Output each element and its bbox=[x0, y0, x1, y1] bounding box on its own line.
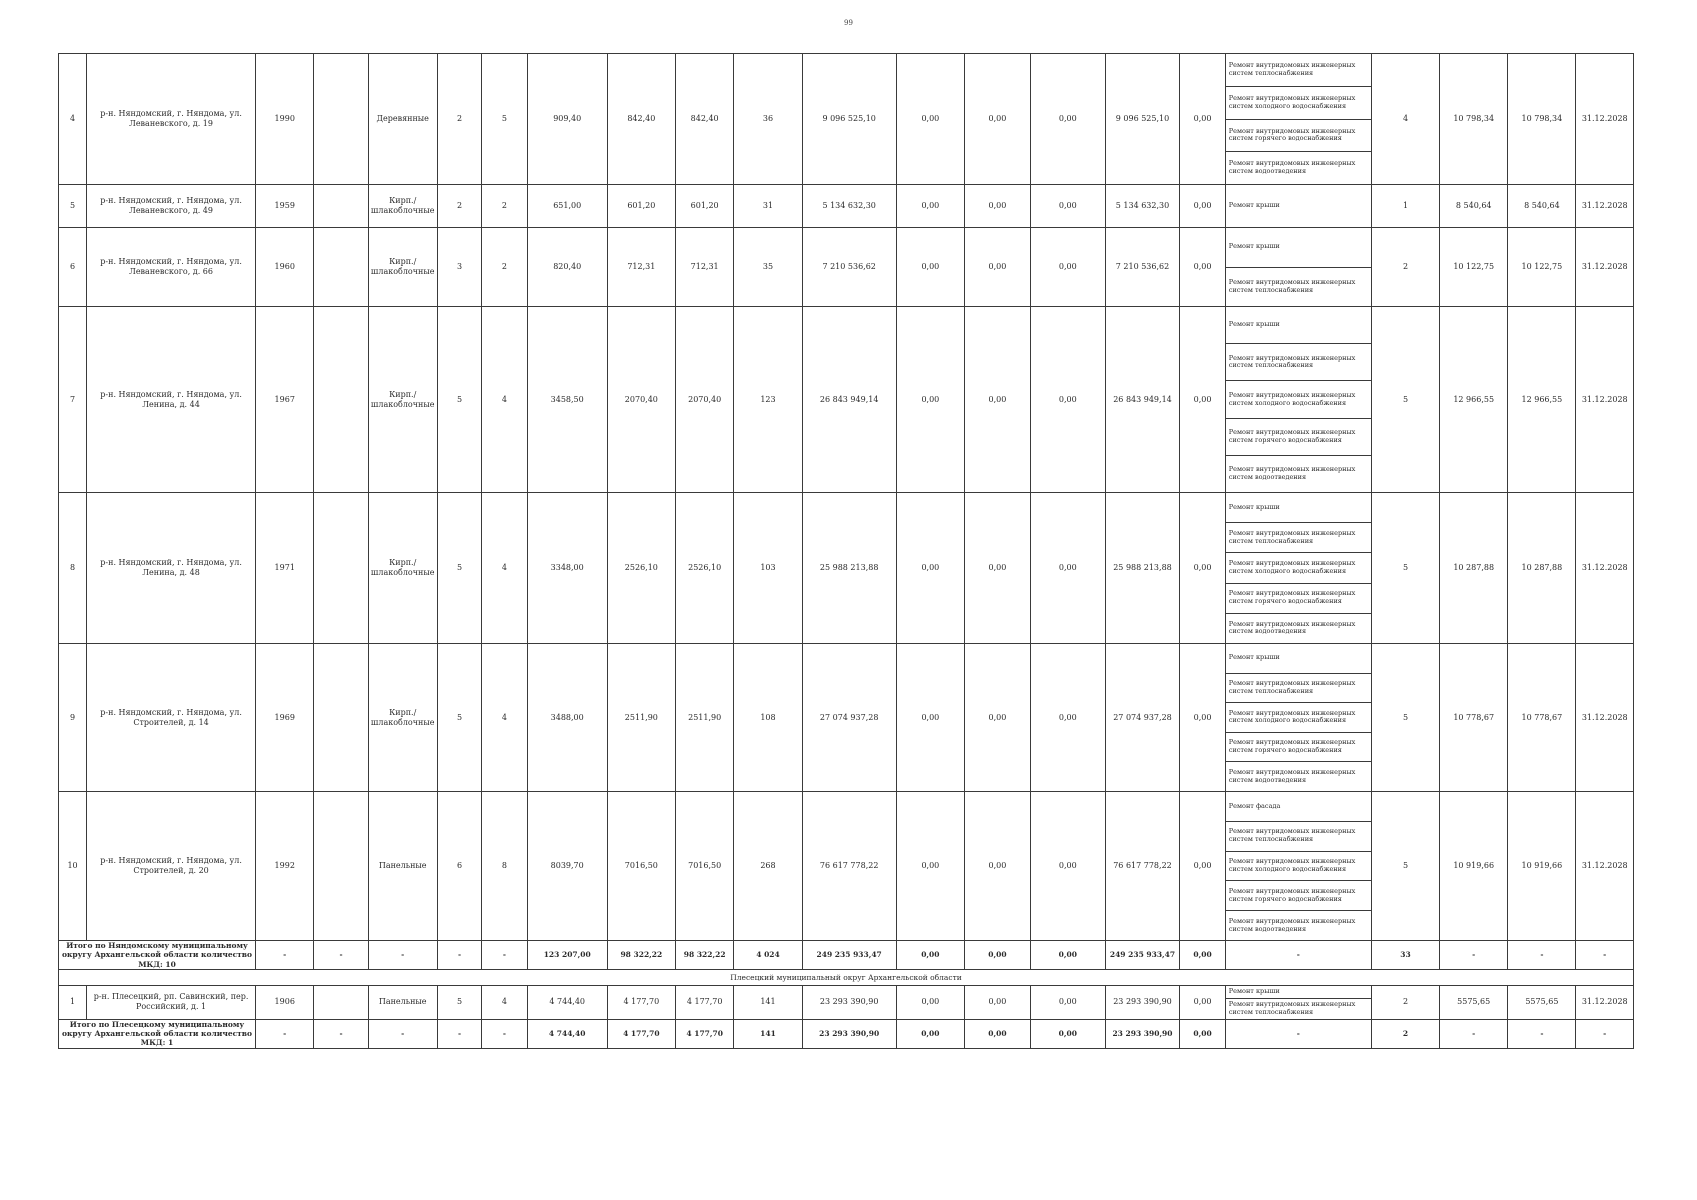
cell-floors: 5 bbox=[437, 493, 481, 644]
cell-f4: 26 843 949,14 bbox=[1105, 307, 1180, 493]
cell-address: р-н. Няндомский, г. Няндома, ул. Ленина, д. 48 bbox=[87, 493, 256, 644]
cell-total-area: 4 744,40 bbox=[527, 986, 607, 1019]
cell-dash: - bbox=[1440, 941, 1508, 970]
cell-f2: 0,00 bbox=[964, 941, 1030, 970]
cell-area1: 7016,50 bbox=[607, 792, 675, 941]
cell-unit1: 8 540,64 bbox=[1440, 185, 1508, 228]
work-item: Ремонт внутридомовых инженерных систем холодного водоснабжения bbox=[1226, 381, 1371, 418]
cell-dash: - bbox=[1225, 1019, 1371, 1048]
cell-dash: - bbox=[482, 941, 527, 970]
work-item: Ремонт крыши bbox=[1226, 228, 1371, 268]
cell-area1: 98 322,22 bbox=[607, 941, 675, 970]
works-cell bbox=[1225, 644, 1371, 792]
cell-works-count: 5 bbox=[1371, 493, 1439, 644]
cell-area1: 4 177,70 bbox=[607, 986, 675, 1019]
cell-f4: 25 988 213,88 bbox=[1105, 493, 1180, 644]
cell-date: 31.12.2028 bbox=[1576, 185, 1634, 228]
cell-empty bbox=[314, 493, 368, 644]
cell-f5: 0,00 bbox=[1180, 228, 1225, 307]
cell-dash: - bbox=[437, 941, 481, 970]
works-cell bbox=[1225, 493, 1371, 644]
cell-area1: 712,31 bbox=[607, 228, 675, 307]
cell-cost: 27 074 937,28 bbox=[802, 644, 896, 792]
cell-cost: 7 210 536,62 bbox=[802, 228, 896, 307]
work-item: Ремонт крыши bbox=[1226, 986, 1371, 999]
work-item: Ремонт внутридомовых инженерных систем теплоснабжения bbox=[1226, 822, 1371, 852]
cell-year: 1969 bbox=[256, 644, 314, 792]
cell-entrances: 4 bbox=[482, 644, 527, 792]
work-item: Ремонт внутридомовых инженерных систем горячего водоснабжения bbox=[1226, 584, 1371, 614]
work-item: Ремонт внутридомовых инженерных систем теплоснабжения bbox=[1226, 674, 1371, 704]
cell-empty bbox=[314, 228, 368, 307]
cell-f4: 7 210 536,62 bbox=[1105, 228, 1180, 307]
works-list bbox=[1226, 228, 1371, 306]
housing-register-table bbox=[58, 53, 1634, 1049]
cell-empty bbox=[314, 792, 368, 941]
table-body bbox=[59, 54, 1634, 1049]
cell-total-area: 820,40 bbox=[527, 228, 607, 307]
cell-f5: 0,00 bbox=[1180, 792, 1225, 941]
cell-works-count: 2 bbox=[1371, 1019, 1439, 1048]
cell-area1: 2070,40 bbox=[607, 307, 675, 493]
cell-empty bbox=[314, 986, 368, 1019]
cell-works-count: 4 bbox=[1371, 54, 1439, 185]
work-item: Ремонт крыши bbox=[1228, 201, 1280, 210]
works-list bbox=[1226, 644, 1371, 791]
cell-entrances: 4 bbox=[482, 986, 527, 1019]
cell-dash: - bbox=[1508, 1019, 1576, 1048]
cell-total-area: 909,40 bbox=[527, 54, 607, 185]
cell-cost: 25 988 213,88 bbox=[802, 493, 896, 644]
cell-entrances: 4 bbox=[482, 307, 527, 493]
cell-residents: 31 bbox=[734, 185, 802, 228]
cell-wall: Кирп./ шлакоблочные bbox=[368, 493, 437, 644]
cell-date: 31.12.2028 bbox=[1576, 307, 1634, 493]
cell-year: 1906 bbox=[256, 986, 314, 1019]
cell-f3: 0,00 bbox=[1030, 986, 1105, 1019]
cell-f5: 0,00 bbox=[1180, 185, 1225, 228]
cell-f4: 23 293 390,90 bbox=[1105, 986, 1180, 1019]
cell-wall: Кирп./ шлакоблочные bbox=[368, 644, 437, 792]
cell-date: 31.12.2028 bbox=[1576, 54, 1634, 185]
cell-address: р-н. Няндомский, г. Няндома, ул. Леваневского, д. 19 bbox=[87, 54, 256, 185]
cell-f5: 0,00 bbox=[1180, 1019, 1225, 1048]
cell-total-area: 3488,00 bbox=[527, 644, 607, 792]
cell-unit2: 10 778,67 bbox=[1508, 644, 1576, 792]
cell-residents: 108 bbox=[734, 644, 802, 792]
cell-date: 31.12.2028 bbox=[1576, 792, 1634, 941]
work-item: Ремонт внутридомовых инженерных систем теплоснабжения bbox=[1226, 523, 1371, 553]
cell-unit1: 12 966,55 bbox=[1440, 307, 1508, 493]
cell-address: р-н. Няндомский, г. Няндома, ул. Строителей, д. 20 bbox=[87, 792, 256, 941]
work-item: Ремонт внутридомовых инженерных систем теплоснабжения bbox=[1226, 344, 1371, 381]
cell-residents: 103 bbox=[734, 493, 802, 644]
cell-f1: 0,00 bbox=[896, 986, 964, 1019]
works-list bbox=[1226, 986, 1371, 1018]
cell-f3: 0,00 bbox=[1030, 54, 1105, 185]
cell-residents: 35 bbox=[734, 228, 802, 307]
cell-area1: 4 177,70 bbox=[607, 1019, 675, 1048]
cell-residents: 141 bbox=[734, 986, 802, 1019]
cell-year: 1959 bbox=[256, 185, 314, 228]
works-cell bbox=[1225, 307, 1371, 493]
cell-f3: 0,00 bbox=[1030, 1019, 1105, 1048]
cell-cost: 249 235 933,47 bbox=[802, 941, 896, 970]
works-cell bbox=[1225, 792, 1371, 941]
cell-dash: - bbox=[256, 941, 314, 970]
work-item: Ремонт внутридомовых инженерных систем теплоснабжения bbox=[1228, 999, 1356, 1016]
cell-area2: 4 177,70 bbox=[675, 1019, 733, 1048]
cell-n: 6 bbox=[59, 228, 87, 307]
cell-f4: 249 235 933,47 bbox=[1105, 941, 1180, 970]
cell-works-count: 33 bbox=[1371, 941, 1439, 970]
cell-dash: - bbox=[314, 941, 368, 970]
cell-entrances: 4 bbox=[482, 493, 527, 644]
work-item: Ремонт внутридомовых инженерных систем горячего водоснабжения bbox=[1226, 733, 1371, 763]
cell-n: 10 bbox=[59, 792, 87, 941]
cell-cost: 26 843 949,14 bbox=[802, 307, 896, 493]
cell-f4: 23 293 390,90 bbox=[1105, 1019, 1180, 1048]
cell-floors: 2 bbox=[437, 54, 481, 185]
cell-n: 9 bbox=[59, 644, 87, 792]
work-item: Ремонт крыши bbox=[1226, 307, 1371, 344]
total-label: Итого по Плесецкому муниципальному округу Архангельской области количество МКД: 1 bbox=[59, 1019, 256, 1048]
cell-residents: 4 024 bbox=[734, 941, 802, 970]
cell-area1: 2526,10 bbox=[607, 493, 675, 644]
cell-f3: 0,00 bbox=[1030, 307, 1105, 493]
cell-floors: 5 bbox=[437, 986, 481, 1019]
cell-n: 1 bbox=[59, 986, 87, 1019]
table-row bbox=[59, 307, 1634, 493]
cell-works-count: 5 bbox=[1371, 792, 1439, 941]
cell-total-area: 4 744,40 bbox=[527, 1019, 607, 1048]
cell-area2: 842,40 bbox=[675, 54, 733, 185]
cell-address: р-н. Няндомский, г. Няндома, ул. Строителей, д. 14 bbox=[87, 644, 256, 792]
cell-works-count: 1 bbox=[1371, 185, 1439, 228]
cell-address: р-н. Няндомский, г. Няндома, ул. Ленина, д. 44 bbox=[87, 307, 256, 493]
table-row bbox=[59, 54, 1634, 185]
cell-cost: 9 096 525,10 bbox=[802, 54, 896, 185]
cell-dash: - bbox=[1508, 941, 1576, 970]
cell-area1: 842,40 bbox=[607, 54, 675, 185]
cell-area2: 601,20 bbox=[675, 185, 733, 228]
cell-floors: 2 bbox=[437, 185, 481, 228]
cell-area2: 712,31 bbox=[675, 228, 733, 307]
cell-empty bbox=[314, 185, 368, 228]
cell-works-count: 5 bbox=[1371, 644, 1439, 792]
cell-date: 31.12.2028 bbox=[1576, 986, 1634, 1019]
cell-total-area: 8039,70 bbox=[527, 792, 607, 941]
cell-f2: 0,00 bbox=[964, 1019, 1030, 1048]
cell-address: р-н. Плесецкий, рп. Савинский, пер. Российский, д. 1 bbox=[87, 986, 256, 1019]
cell-unit2: 8 540,64 bbox=[1508, 185, 1576, 228]
cell-dash: - bbox=[368, 1019, 437, 1048]
cell-f1: 0,00 bbox=[896, 307, 964, 493]
cell-unit1: 5575,65 bbox=[1440, 986, 1508, 1019]
cell-f1: 0,00 bbox=[896, 228, 964, 307]
cell-f1: 0,00 bbox=[896, 941, 964, 970]
cell-f3: 0,00 bbox=[1030, 493, 1105, 644]
cell-residents: 36 bbox=[734, 54, 802, 185]
cell-unit2: 10 919,66 bbox=[1508, 792, 1576, 941]
cell-n: 5 bbox=[59, 185, 87, 228]
cell-date: 31.12.2028 bbox=[1576, 228, 1634, 307]
cell-f3: 0,00 bbox=[1030, 228, 1105, 307]
works-cell bbox=[1225, 986, 1371, 1019]
table-row bbox=[59, 792, 1634, 941]
cell-works-count: 2 bbox=[1371, 986, 1439, 1019]
work-item: Ремонт внутридомовых инженерных систем теплоснабжения bbox=[1228, 277, 1356, 294]
cell-entrances: 5 bbox=[482, 54, 527, 185]
works-list bbox=[1226, 307, 1371, 492]
cell-residents: 268 bbox=[734, 792, 802, 941]
cell-entrances: 8 bbox=[482, 792, 527, 941]
cell-address: р-н. Няндомский, г. Няндома, ул. Леваневского, д. 49 bbox=[87, 185, 256, 228]
cell-f5: 0,00 bbox=[1180, 307, 1225, 493]
cell-f5: 0,00 bbox=[1180, 644, 1225, 792]
cell-empty bbox=[314, 54, 368, 185]
works-cell bbox=[1225, 185, 1371, 228]
cell-f4: 5 134 632,30 bbox=[1105, 185, 1180, 228]
cell-unit1: 10 798,34 bbox=[1440, 54, 1508, 185]
section-header-row bbox=[59, 970, 1634, 986]
cell-f1: 0,00 bbox=[896, 54, 964, 185]
cell-unit1: 10 778,67 bbox=[1440, 644, 1508, 792]
cell-year: 1992 bbox=[256, 792, 314, 941]
cell-dash: - bbox=[314, 1019, 368, 1048]
section-title: Плесецкий муниципальный округ Архангельской области bbox=[59, 970, 1634, 986]
cell-f1: 0,00 bbox=[896, 644, 964, 792]
work-item: Ремонт внутридомовых инженерных систем горячего водоснабжения bbox=[1226, 419, 1371, 456]
cell-n: 4 bbox=[59, 54, 87, 185]
cell-wall: Панельные bbox=[368, 792, 437, 941]
cell-year: 1960 bbox=[256, 228, 314, 307]
cell-f3: 0,00 bbox=[1030, 185, 1105, 228]
table-row bbox=[59, 986, 1634, 1019]
cell-wall: Кирп./ шлакоблочные bbox=[368, 185, 437, 228]
total-row bbox=[59, 941, 1634, 970]
cell-unit1: 10 287,88 bbox=[1440, 493, 1508, 644]
cell-f5: 0,00 bbox=[1180, 54, 1225, 185]
cell-area2: 7016,50 bbox=[675, 792, 733, 941]
cell-date: 31.12.2028 bbox=[1576, 493, 1634, 644]
cell-cost: 76 617 778,22 bbox=[802, 792, 896, 941]
cell-dash: - bbox=[437, 1019, 481, 1048]
cell-f2: 0,00 bbox=[964, 986, 1030, 1019]
table-row bbox=[59, 185, 1634, 228]
cell-f2: 0,00 bbox=[964, 228, 1030, 307]
table-row bbox=[59, 228, 1634, 307]
work-item: Ремонт внутридомовых инженерных систем холодного водоснабжения bbox=[1226, 703, 1371, 733]
cell-dash: - bbox=[368, 941, 437, 970]
work-item: Ремонт крыши bbox=[1226, 493, 1371, 523]
cell-unit2: 10 287,88 bbox=[1508, 493, 1576, 644]
work-item: Ремонт внутридомовых инженерных систем горячего водоснабжения bbox=[1226, 881, 1371, 911]
work-item: Ремонт внутридомовых инженерных систем водоотведения bbox=[1228, 465, 1356, 481]
cell-dash: - bbox=[1225, 941, 1371, 970]
cell-total-area: 3458,50 bbox=[527, 307, 607, 493]
cell-entrances: 2 bbox=[482, 185, 527, 228]
total-row bbox=[59, 1019, 1634, 1048]
cell-wall: Кирп./ шлакоблочные bbox=[368, 307, 437, 493]
cell-works-count: 2 bbox=[1371, 228, 1439, 307]
cell-unit2: 5575,65 bbox=[1508, 986, 1576, 1019]
cell-wall: Деревянные bbox=[368, 54, 437, 185]
cell-total-area: 123 207,00 bbox=[527, 941, 607, 970]
cell-f2: 0,00 bbox=[964, 185, 1030, 228]
cell-floors: 5 bbox=[437, 644, 481, 792]
cell-f2: 0,00 bbox=[964, 792, 1030, 941]
cell-area2: 98 322,22 bbox=[675, 941, 733, 970]
cell-n: 8 bbox=[59, 493, 87, 644]
cell-year: 1967 bbox=[256, 307, 314, 493]
cell-n: 7 bbox=[59, 307, 87, 493]
cell-cost: 5 134 632,30 bbox=[802, 185, 896, 228]
work-item: Ремонт фасада bbox=[1226, 792, 1371, 822]
cell-f3: 0,00 bbox=[1030, 644, 1105, 792]
work-item: Ремонт внутридомовых инженерных систем водоотведения bbox=[1228, 619, 1356, 636]
work-item: Ремонт внутридомовых инженерных систем водоотведения bbox=[1228, 916, 1356, 933]
work-item: Ремонт внутридомовых инженерных систем холодного водоснабжения bbox=[1226, 852, 1371, 882]
cell-dash: - bbox=[1576, 1019, 1634, 1048]
works-cell bbox=[1225, 54, 1371, 185]
total-label: Итого по Няндомскому муниципальному округу Архангельской области количество МКД: 10 bbox=[59, 941, 256, 970]
cell-address: р-н. Няндомский, г. Няндома, ул. Леваневского, д. 66 bbox=[87, 228, 256, 307]
cell-f3: 0,00 bbox=[1030, 941, 1105, 970]
cell-wall: Кирп./ шлакоблочные bbox=[368, 228, 437, 307]
work-item: Ремонт внутридомовых инженерных систем теплоснабжения bbox=[1226, 54, 1371, 87]
table-row bbox=[59, 644, 1634, 792]
cell-total-area: 3348,00 bbox=[527, 493, 607, 644]
cell-f4: 9 096 525,10 bbox=[1105, 54, 1180, 185]
works-list bbox=[1226, 493, 1371, 643]
cell-dash: - bbox=[1440, 1019, 1508, 1048]
cell-f2: 0,00 bbox=[964, 644, 1030, 792]
cell-area2: 2511,90 bbox=[675, 644, 733, 792]
work-item: Ремонт внутридомовых инженерных систем горячего водоснабжения bbox=[1226, 120, 1371, 153]
cell-f5: 0,00 bbox=[1180, 493, 1225, 644]
cell-f1: 0,00 bbox=[896, 792, 964, 941]
cell-f5: 0,00 bbox=[1180, 941, 1225, 970]
cell-unit1: 10 122,75 bbox=[1440, 228, 1508, 307]
cell-f1: 0,00 bbox=[896, 1019, 964, 1048]
cell-area2: 2070,40 bbox=[675, 307, 733, 493]
work-item: Ремонт внутридомовых инженерных систем водоотведения bbox=[1228, 767, 1356, 784]
cell-year: 1990 bbox=[256, 54, 314, 185]
cell-f1: 0,00 bbox=[896, 185, 964, 228]
cell-total-area: 651,00 bbox=[527, 185, 607, 228]
cell-f2: 0,00 bbox=[964, 54, 1030, 185]
cell-entrances: 2 bbox=[482, 228, 527, 307]
work-item: Ремонт внутридомовых инженерных систем холодного водоснабжения bbox=[1226, 87, 1371, 120]
cell-empty bbox=[314, 307, 368, 493]
cell-year: 1971 bbox=[256, 493, 314, 644]
cell-cost: 23 293 390,90 bbox=[802, 1019, 896, 1048]
table-row bbox=[59, 493, 1634, 644]
cell-unit2: 10 798,34 bbox=[1508, 54, 1576, 185]
cell-residents: 123 bbox=[734, 307, 802, 493]
cell-f2: 0,00 bbox=[964, 493, 1030, 644]
cell-f3: 0,00 bbox=[1030, 792, 1105, 941]
cell-dash: - bbox=[1576, 941, 1634, 970]
work-item: Ремонт внутридомовых инженерных систем холодного водоснабжения bbox=[1226, 553, 1371, 583]
cell-f4: 76 617 778,22 bbox=[1105, 792, 1180, 941]
works-list bbox=[1226, 185, 1371, 227]
works-cell bbox=[1225, 228, 1371, 307]
cell-area1: 2511,90 bbox=[607, 644, 675, 792]
cell-dash: - bbox=[256, 1019, 314, 1048]
works-list bbox=[1226, 54, 1371, 184]
cell-unit1: 10 919,66 bbox=[1440, 792, 1508, 941]
cell-dash: - bbox=[482, 1019, 527, 1048]
cell-f1: 0,00 bbox=[896, 493, 964, 644]
work-item: Ремонт крыши bbox=[1226, 644, 1371, 674]
cell-cost: 23 293 390,90 bbox=[802, 986, 896, 1019]
cell-f2: 0,00 bbox=[964, 307, 1030, 493]
cell-area1: 601,20 bbox=[607, 185, 675, 228]
cell-f5: 0,00 bbox=[1180, 986, 1225, 1019]
cell-floors: 3 bbox=[437, 228, 481, 307]
page-number: 99 bbox=[844, 19, 853, 27]
cell-floors: 6 bbox=[437, 792, 481, 941]
works-list bbox=[1226, 792, 1371, 940]
cell-unit2: 12 966,55 bbox=[1508, 307, 1576, 493]
cell-floors: 5 bbox=[437, 307, 481, 493]
cell-date: 31.12.2028 bbox=[1576, 644, 1634, 792]
cell-area2: 4 177,70 bbox=[675, 986, 733, 1019]
cell-f4: 27 074 937,28 bbox=[1105, 644, 1180, 792]
work-item: Ремонт внутридомовых инженерных систем водоотведения bbox=[1228, 159, 1356, 176]
cell-empty bbox=[314, 644, 368, 792]
cell-area2: 2526,10 bbox=[675, 493, 733, 644]
cell-unit2: 10 122,75 bbox=[1508, 228, 1576, 307]
cell-works-count: 5 bbox=[1371, 307, 1439, 493]
cell-residents: 141 bbox=[734, 1019, 802, 1048]
cell-wall: Панельные bbox=[368, 986, 437, 1019]
